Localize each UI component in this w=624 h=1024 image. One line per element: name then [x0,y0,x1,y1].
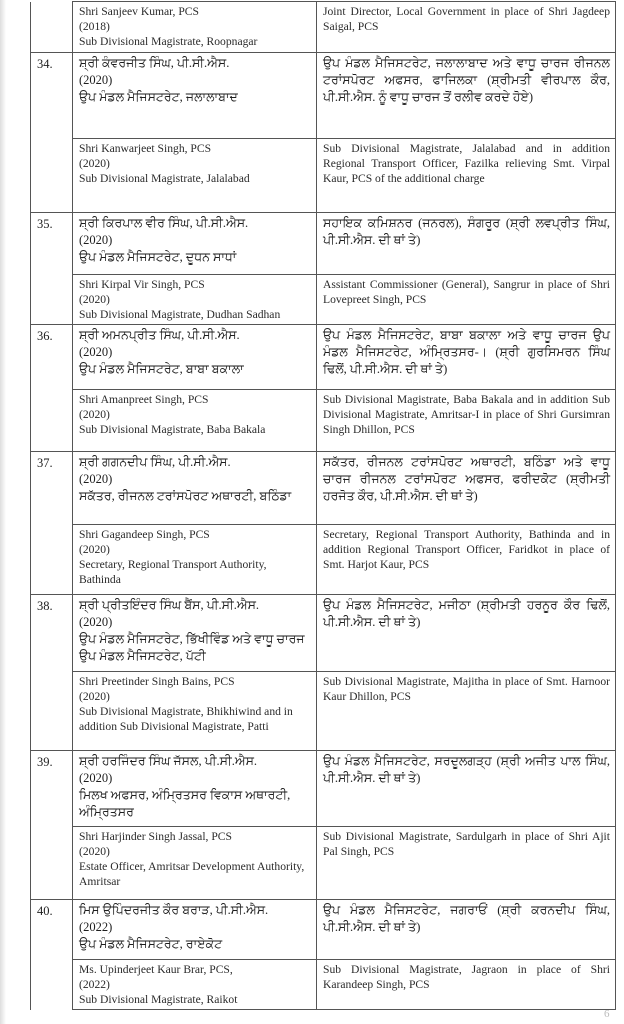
serial-number [31,139,73,213]
serial-number [31,672,73,751]
officer-cell [73,672,317,751]
serial-number [31,275,73,325]
officer-name: Shri Sanjeev Kumar, PCS [79,5,199,18]
new-posting: ਉਪ ਮੰਡਲ ਮੈਜਿਸਟਰੇਟ, ਸਰਦੂਲਗੜ੍ਹ (ਸ਼੍ਰੀ ਅਜੀਤ ਪਾਲ ਸਿੰਘ, ਪੀ.ਸੀ.ਐਸ. ਦੀ ਥਾਂ ਤੇ) [317,751,616,827]
officer-batch: (2020) [79,157,110,170]
officer-name: ਮਿਸ ਉਪਿੰਦਰਜੀਤ ਕੌਰ ਬਰਾੜ, ਪੀ.ਸੀ.ਐਸ. [79,903,269,917]
new-posting: Sub Divisional Magistrate, Jalalabad and in addition Regional Transport Officer, Fazilka relieving Smt. Virpal Kaur, PCS of the additional charge [317,139,616,213]
new-posting: ਉਪ ਮੰਡਲ ਮੈਜਿਸਟਰੇਟ, ਜਗਰਾਓਂ (ਸ਼੍ਰੀ ਕਰਨਦੀਪ ਸਿੰਘ, ਪੀ.ਸੀ.ਐਸ. ਦੀ ਥਾਂ ਤੇ) [317,900,616,960]
officer-cell [73,390,317,452]
new-posting: Sub Divisional Magistrate, Jagraon in place of Shri Karandeep Singh, PCS [317,960,616,1010]
officer-name: Shri Kanwarjeet Singh, PCS [79,142,212,155]
current-posting: Sub Divisional Magistrate, Roopnagar [79,35,258,48]
serial-number [31,390,73,452]
serial-number: 36. [31,325,73,390]
table-row-english [31,390,616,452]
serial-number: 38. [31,595,73,672]
serial-number: 37. [31,452,73,525]
current-posting: ਉਪ ਮੰਡਲ ਮੈਜਿਸਟਰੇਟ, ਭਿੱਖੀਵਿੰਡ ਅਤੇ ਵਾਧੂ ਚਾਰਜ ਉਪ ਮੰਡਲ ਮੈਜਿਸਟਰੇਟ, ਪੱਟੀ [79,632,305,663]
current-posting: Estate Officer, Amritsar Development Authority, Amritsar [79,860,305,888]
serial-number: 39. [31,751,73,827]
table-row-punjabi [31,53,616,139]
officer-batch: (2020) [79,73,113,87]
officer-name: ਸ਼੍ਰੀ ਪ੍ਰੀਤਇੰਦਰ ਸਿੰਘ ਬੈਂਸ, ਪੀ.ਸੀ.ਐਸ. [79,598,260,612]
serial-number: 40. [31,900,73,960]
officer-cell [73,525,317,595]
current-posting: Sub Divisional Magistrate, Dudhan Sadhan [79,308,281,321]
table-row-english [31,960,616,1010]
officer-cell [73,213,317,275]
serial-number [31,2,73,53]
current-posting: ਉਪ ਮੰਡਲ ਮੈਜਿਸਟਰੇਟ, ਜਲਾਲਾਬਾਦ [79,90,238,104]
officer-name: Shri Harjinder Singh Jassal, PCS [79,830,232,843]
officer-name: ਸ਼੍ਰੀ ਕੰਵਰਜੀਤ ਸਿੰਘ, ਪੀ.ਸੀ.ਐਸ. [79,56,230,70]
table-row-english [31,275,616,325]
officer-name: ਸ਼੍ਰੀ ਗਗਨਦੀਪ ਸਿੰਘ, ਪੀ.ਸੀ.ਐਸ. [79,455,231,469]
officer-name: ਸ਼੍ਰੀ ਅਮਨਪ੍ਰੀਤ ਸਿੰਘ, ਪੀ.ਸੀ.ਐਸ. [79,328,240,342]
table-row-punjabi [31,325,616,390]
officer-cell [73,751,317,827]
table-row-english [31,672,616,751]
officer-cell [73,2,317,53]
officer-batch: (2020) [79,615,113,629]
table-row-punjabi [31,900,616,960]
current-posting: Sub Divisional Magistrate, Raikot [79,993,238,1006]
serial-number [31,827,73,900]
table-row-english [31,525,616,595]
officer-name: Shri Preetinder Singh Bains, PCS [79,675,235,688]
officer-name: Shri Kirpal Vir Singh, PCS [79,278,205,291]
officer-batch: (2018) [79,20,110,33]
new-posting: Sub Divisional Magistrate, Sardulgarh in place of Shri Ajit Pal Singh, PCS [317,827,616,900]
new-posting: ਉਪ ਮੰਡਲ ਮੈਜਿਸਟਰੇਟ, ਬਾਬਾ ਬਕਾਲਾ ਅਤੇ ਵਾਧੂ ਚਾਰਜ ਉਪ ਮੰਡਲ ਮੈਜਿਸਟਰੇਟ, ਅੰਮ੍ਰਿਤਸਰ-। (ਸ਼੍ਰੀ ਗੁਰਸਿਮਰਨ ਸਿੰਘ ਢਿਲੋਂ, ਪੀ.ਸੀ.ਐਸ. ਦੀ ਥਾਂ ਤੇ) [317,325,616,390]
current-posting: ਉਪ ਮੰਡਲ ਮੈਜਿਸਟਰੇਟ, ਬਾਬਾ ਬਕਾਲਾ [79,362,244,376]
officer-name: ਸ਼੍ਰੀ ਹਰਜਿੰਦਰ ਸਿੰਘ ਜੱਸਲ, ਪੀ.ਸੀ.ਐਸ. [79,754,258,768]
serial-number [31,525,73,595]
officer-batch: (2020) [79,293,110,306]
table-row-english [31,2,616,53]
current-posting: Sub Divisional Magistrate, Bhikhiwind and in addition Sub Divisional Magistrate, Patti [79,705,293,733]
new-posting: ਉਪ ਮੰਡਲ ਮੈਜਿਸਟਰੇਟ, ਮਜੀਠਾ (ਸ਼੍ਰੀਮਤੀ ਹਰਨੂਰ ਕੌਰ ਢਿਲੋਂ, ਪੀ.ਸੀ.ਐਸ. ਦੀ ਥਾਂ ਤੇ) [317,595,616,672]
officer-cell [73,139,317,213]
officer-batch: (2020) [79,345,113,359]
table-row-english [31,139,616,213]
officer-batch: (2020) [79,690,110,703]
new-posting: ਸਕੱਤਰ, ਰੀਜਨਲ ਟਰਾਂਸਪੋਰਟ ਅਥਾਰਟੀ, ਬਠਿੰਡਾ ਅਤੇ ਵਾਧੂ ਚਾਰਜ ਰੀਜਨਲ ਟਰਾਂਸਪੋਰਟ ਅਫਸਰ, ਫਰੀਦਕੋਟ (ਸ਼੍ਰੀਮਤੀ ਹਰਜੋਤ ਕੌਰ, ਪੀ.ਸੀ.ਐਸ. ਦੀ ਥਾਂ ਤੇ) [317,452,616,525]
new-posting: Sub Divisional Magistrate, Baba Bakala and in addition Sub Divisional Magistrate, Amritsar-I in place of Shri Gursimran Singh Dhillon, PCS [317,390,616,452]
serial-number [31,960,73,1010]
table-row-english [31,827,616,900]
serial-number: 35. [31,213,73,275]
table-row-punjabi [31,595,616,672]
officer-cell [73,325,317,390]
current-posting: Secretary, Regional Transport Authority, Bathinda [79,558,267,586]
table-row-punjabi [31,751,616,827]
new-posting: Joint Director, Local Government in place of Shri Jagdeep Saigal, PCS [317,2,616,53]
officer-cell [73,900,317,960]
current-posting: ਉਪ ਮੰਡਲ ਮੈਜਿਸਟਰੇਟ, ਦੂਧਨ ਸਾਧਾਂ [79,250,237,264]
officer-batch: (2020) [79,408,110,421]
officer-cell [73,595,317,672]
officer-cell [73,275,317,325]
officer-batch: (2022) [79,978,110,991]
current-posting: ਉਪ ਮੰਡਲ ਮੈਜਿਸਟਰੇਟ, ਰਾਏਕੋਟ [79,937,223,951]
officer-batch: (2020) [79,472,113,486]
officer-batch: (2020) [79,845,110,858]
current-posting: Sub Divisional Magistrate, Baba Bakala [79,423,266,436]
officer-cell [73,53,317,139]
officer-name: ਸ਼੍ਰੀ ਕਿਰਪਾਲ ਵੀਰ ਸਿੰਘ, ਪੀ.ਸੀ.ਐਸ. [79,216,249,230]
new-posting: ਉਪ ਮੰਡਲ ਮੈਜਿਸਟਰੇਟ, ਜਲਾਲਾਬਾਦ ਅਤੇ ਵਾਧੂ ਚਾਰਜ ਰੀਜਨਲ ਟਰਾਂਸਪੋਰਟ ਅਫਸਰ, ਫਾਜਿਲਕਾ (ਸ਼੍ਰੀਮਤੀ ਵੀਰਪਾਲ ਕੌਰ, ਪੀ.ਸੀ.ਐਸ. ਨੂੰ ਵਾਧੂ ਚਾਰਜ ਤੋਂ ਰਲੀਵ ਕਰਦੇ ਹੋਏ) [317,53,616,139]
new-posting: Sub Divisional Magistrate, Majitha in place of Smt. Harnoor Kaur Dhillon, PCS [317,672,616,751]
officer-batch: (2020) [79,233,113,247]
table-row-punjabi [31,452,616,525]
page-number: 6 [604,1008,610,1020]
officer-cell [73,827,317,900]
new-posting: ਸਹਾਇਕ ਕਮਿਸ਼ਨਰ (ਜਨਰਲ), ਸੰਗਰੂਰ (ਸ਼੍ਰੀ ਲਵਪ੍ਰੀਤ ਸਿੰਘ, ਪੀ.ਸੀ.ਐਸ. ਦੀ ਥਾਂ ਤੇ) [317,213,616,275]
new-posting: Assistant Commissioner (General), Sangrur in place of Shri Lovepreet Singh, PCS [317,275,616,325]
table-body [31,2,616,1010]
officer-cell [73,960,317,1010]
officer-batch: (2022) [79,920,113,934]
officer-name: Shri Gagandeep Singh, PCS [79,528,210,541]
table-row-punjabi [31,213,616,275]
officer-batch: (2020) [79,543,110,556]
officer-cell [73,452,317,525]
page-edge-shadow [0,0,6,1024]
current-posting: ਸਕੱਤਰ, ਰੀਜਨਲ ਟਰਾਂਸਪੋਰਟ ਅਥਾਰਟੀ, ਬਠਿੰਡਾ [79,489,292,503]
current-posting: ਮਿਲਖ ਅਫਸਰ, ਅੰਮ੍ਰਿਤਸਰ ਵਿਕਾਸ ਅਥਾਰਟੀ, ਅੰਮ੍ਰਿਤਸਰ [79,788,291,819]
serial-number: 34. [31,53,73,139]
officer-name: Ms. Upinderjeet Kaur Brar, PCS, [79,963,233,976]
transfer-orders-table [30,1,616,1010]
new-posting: Secretary, Regional Transport Authority, Bathinda and in addition Regional Transport Officer, Faridkot in place of Smt. Harjot Kaur, PCS [317,525,616,595]
current-posting: Sub Divisional Magistrate, Jalalabad [79,172,250,185]
officer-batch: (2020) [79,771,113,785]
officer-name: Shri Amanpreet Singh, PCS [79,393,209,406]
